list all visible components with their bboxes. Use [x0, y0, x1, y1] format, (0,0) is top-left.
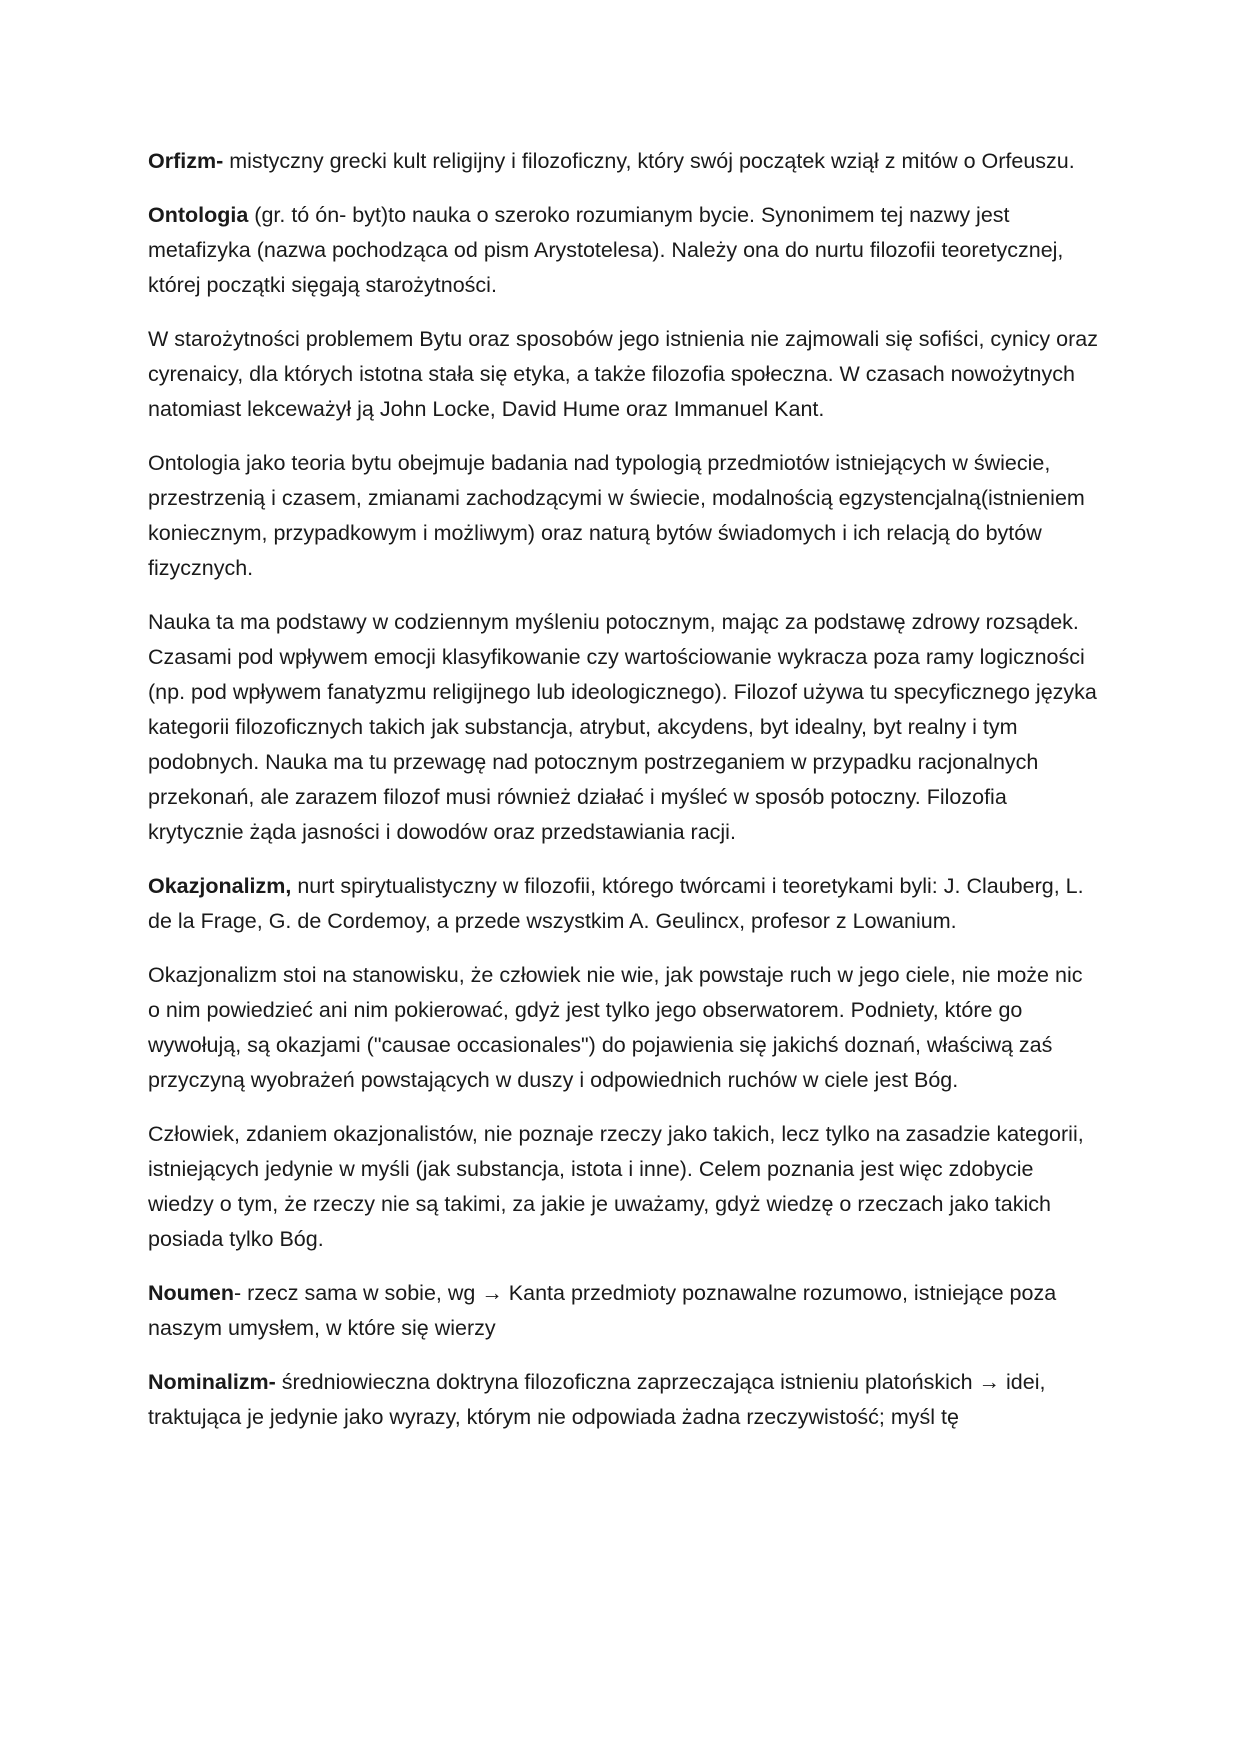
definition-nominalizm: średniowieczna doktryna filozoficzna zaprzeczająca istnieniu platońskich → idei, traktująca je jedynie jako wyrazy, którym nie odpowiada żadna rzeczywistość; myśl tę [148, 1370, 1046, 1429]
paragraph-ontologia-history: W starożytności problemem Bytu oraz sposobów jego istnienia nie zajmowali się sofiści, cynicy oraz cyrenaicy, dla których istotna stała się etyka, a także filozofia społeczna. W czasach nowożytnych natomiast lekceważył ją John Locke, David Hume oraz Immanuel Kant. [148, 327, 1098, 421]
definition-noumen: - rzecz sama w sobie, wg → Kanta przedmioty poznawalne rozumowo, istniejące poza naszym umysłem, w które się wierzy [148, 1281, 1057, 1340]
paragraph-ontologia-theory: Ontologia jako teoria bytu obejmuje badania nad typologią przedmiotów istniejących w świecie, przestrzenią i czasem, zmianami zachodzącymi w świecie, modalnością egzystencjalną(istnieniem koniecznym, przypadkowym i możliwym) oraz naturą bytów świadomych i ich relacją do bytów fizycznych. [148, 451, 1085, 580]
definition-ontologia: (gr. tó ón- byt)to nauka o szeroko rozumianym bycie. Synonimem tej nazwy jest metafizyka (nazwa pochodząca od pism Arystotelesa). Należy ona do nurtu filozofii teoretycznej, której początki sięgają starożytności. [148, 203, 1064, 297]
term-noumen: Noumen [148, 1281, 234, 1305]
paragraph-okazjonalizm [148, 869, 1098, 939]
definition-orfizm: mistyczny grecki kult religijny i filozoficzny, który swój początek wziął z mitów o Orfeuszu. [223, 149, 1075, 173]
paragraph-nominalizm [148, 1365, 1098, 1435]
paragraph-ontologia-common-sense: Nauka ta ma podstawy w codziennym myśleniu potocznym, mając za podstawę zdrowy rozsądek. Czasami pod wpływem emocji klasyfikowanie czy wartościowanie wykracza poza ramy logiczności (np. pod wpływem fanatyzmu religijnego lub ideologicznego). Filozof używa tu specyficznego języka kategorii filozoficznych takich jak substancja, atrybut, akcydens, byt idealny, byt realny i tym podobnych. Nauka ma tu przewagę nad potocznym postrzeganiem w przypadku racjonalnych przekonań, ale zarazem filozof musi również działać i myśleć w sposób potoczny. Filozofia krytycznie żąda jasności i dowodów oraz przedstawiania racji. [148, 610, 1097, 844]
paragraph-noumen [148, 1276, 1098, 1346]
paragraph-okazjonalizm-position: Okazjonalizm stoi na stanowisku, że człowiek nie wie, jak powstaje ruch w jego ciele, nie może nic o nim powiedzieć ani nim pokierować, gdyż jest tylko jego obserwatorem. Podniety, które go wywołują, są okazjami ("causae occasionales") do pojawienia się jakichś doznań, właściwą zaś przyczyną wyobrażeń powstających w duszy i odpowiednich ruchów w ciele jest Bóg. [148, 963, 1083, 1092]
definition-okazjonalizm: nurt spirytualistyczny w filozofii, którego twórcami i teoretykami byli: J. Clauberg, L. de la Frage, G. de Cordemoy, a przede wszystkim A. Geulincx, profesor z Lowanium. [148, 874, 1084, 933]
term-orfizm: Orfizm- [148, 149, 224, 173]
paragraph-orfizm [148, 144, 1098, 179]
term-ontologia: Ontologia [148, 203, 249, 227]
paragraph-okazjonalizm-cognition: Człowiek, zdaniem okazjonalistów, nie poznaje rzeczy jako takich, lecz tylko na zasadzie kategorii, istniejących jedynie w myśli (jak substancja, istota i inne). Celem poznania jest więc zdobycie wiedzy o tym, że rzeczy nie są takimi, za jakie je uważamy, gdyż wiedzę o rzeczach jako takich posiada tylko Bóg. [148, 1122, 1084, 1251]
paragraph-ontologia [148, 198, 1098, 303]
document-body [148, 144, 1098, 1454]
term-nominalizm: Nominalizm- [148, 1370, 276, 1394]
term-okazjonalizm: Okazjonalizm, [148, 874, 292, 898]
